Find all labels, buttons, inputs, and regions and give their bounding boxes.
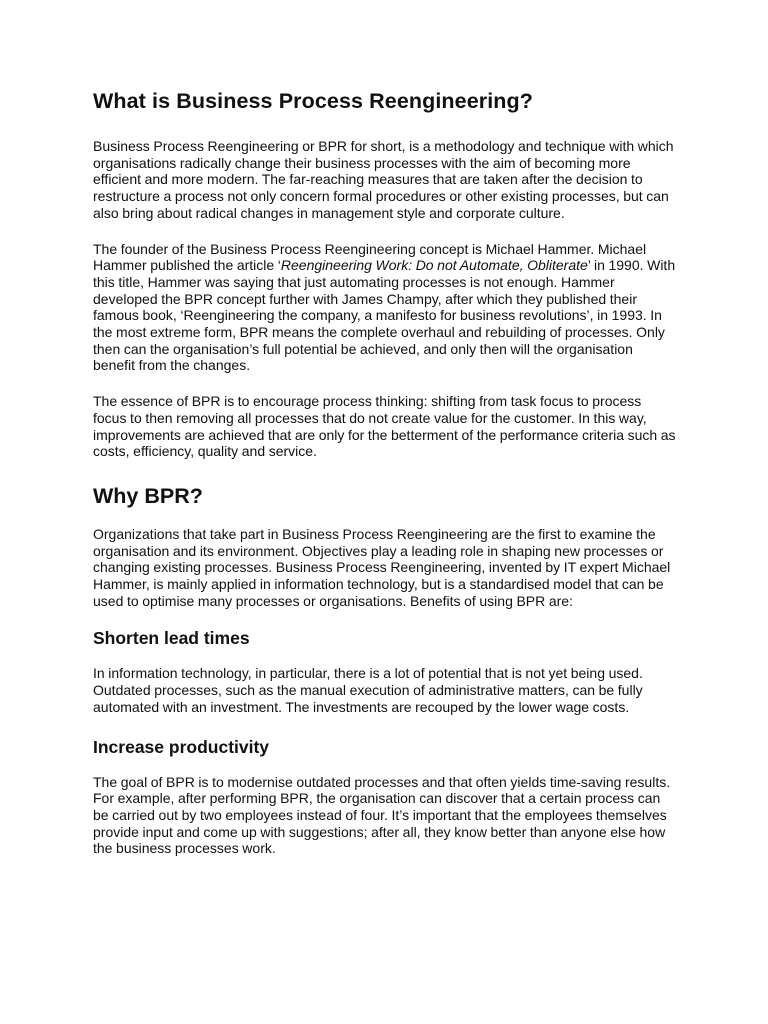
- founder-paragraph-text-b: ’ in 1990. With this title, Hammer was saying that just automating processes is not enough. Hammer developed the BPR concept further with James Champy, after which they published their famous book, ‘Reengineering the company, a manifesto for business revolutions’, in 1993. In the most extreme form, BPR means the complete overhaul and rebuilding of processes. Only then can the organisation’s full potential be achieved, and only then will the organisation benefit from the changes.: [93, 257, 676, 374]
- founder-paragraph: [93, 241, 677, 375]
- why-bpr-paragraph: Organizations that take part in Business Process Reengineering are the first to examine the organisation and its environment. Objectives play a leading role in shaping new processes or changing existing processes. Business Process Reengineering, invented by IT expert Michael Hammer, is mainly applied in information technology, but is a standardised model that can be used to optimise many processes or organisations. Benefits of using BPR are:: [93, 525, 671, 609]
- article-title: Reengineering Work: Do not Automate, Obliterate: [280, 257, 588, 274]
- section-heading-why-bpr: Why BPR?: [93, 483, 203, 508]
- intro-paragraph: Business Process Reengineering or BPR for short, is a methodology and technique with which organisations radically change their business processes with the aim of becoming more efficient and more modern. The far-reaching measures that are taken after the decision to restructure a process not only concern formal procedures or other existing processes, but can also bring about radical changes in management style and corporate culture.: [93, 138, 674, 221]
- page-title: What is Business Process Reengineering?: [93, 89, 533, 113]
- lead-times-paragraph: In information technology, in particular, there is a lot of potential that is not yet being used. Outdated processes, such as the manual execution of administrative matters, can be fully automated with an investment. The investments are recouped by the lower wage costs.: [93, 665, 643, 715]
- essence-paragraph: The essence of BPR is to encourage process thinking: shifting from task focus to process focus to then removing all processes that do not create value for the customer. In this way, improvements are achieved that are only for the betterment of the performance criteria such as costs, efficiency, quality and service.: [93, 393, 676, 460]
- productivity-paragraph: The goal of BPR is to modernise outdated processes and that often yields time-saving results. For example, after performing BPR, the organisation can discover that a certain process can be carried out by two employees instead of four. It’s important that the employees themselves provide input and come up with suggestions; after all, they know better than anyone else how the business processes work.: [93, 773, 671, 857]
- document-body: [93, 84, 677, 876]
- subheading-increase-productivity: Increase productivity: [93, 736, 270, 757]
- subheading-shorten-lead-times: Shorten lead times: [93, 628, 250, 649]
- founder-paragraph-text-a: The founder of the Business Process Reengineering concept is Michael Hammer. Michael Hammer published the article ‘: [93, 240, 647, 274]
